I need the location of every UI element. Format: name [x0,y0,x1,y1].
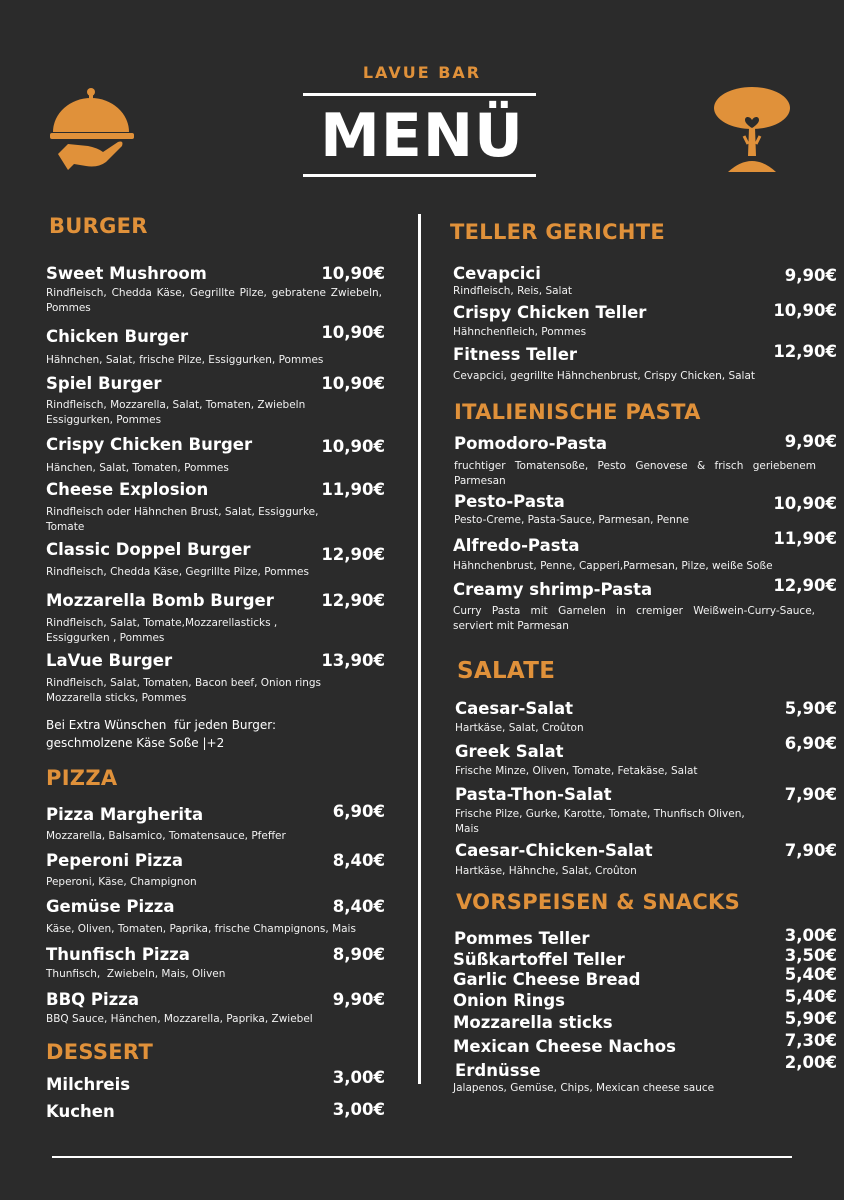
snack-item-price: 5,40€ [784,987,837,1006]
snack-item-name: Onion Rings [453,991,565,1010]
item-name: Cheese Explosion [46,480,209,499]
item-name: Pasta-Thon-Salat [455,785,612,804]
item-description: BBQ Sauce, Hänchen, Mozzarella, Paprika, Zwiebel [46,1013,313,1025]
item-description: Hartkäse, Hähnche, Salat, Croûton [455,865,637,877]
item-name: Spiel Burger [46,374,162,393]
snacks-description: Jalapenos, Gemüse, Chips, Mexican cheese sauce [453,1082,715,1094]
snack-item-price: 2,00€ [784,1053,837,1072]
item-price: 3,00€ [332,1068,385,1087]
item-price: 9,90€ [332,990,385,1009]
item-price: 3,00€ [332,1100,385,1119]
item-description: Hähnchenbrust, Penne, Capperi,Parmesan, Pilze, weiße Soße [453,560,773,572]
section-title-pasta: ITALIENISCHE PASTA [454,400,701,424]
item-name: Milchreis [46,1075,131,1094]
item-name: Pomodoro-Pasta [454,434,608,453]
item-name: Caesar-Salat [455,699,574,718]
bottom-rule [52,1156,792,1158]
item-price: 10,90€ [321,437,385,456]
snack-item-name: Erdnüsse [455,1061,541,1080]
item-price: 8,40€ [332,851,385,870]
item-description: Cevapcici, gegrillte Hähnchenbrust, Crispy Chicken, Salat [453,370,756,382]
item-price: 12,90€ [321,545,385,564]
snack-item-name: Mexican Cheese Nachos [453,1037,676,1056]
item-price: 7,90€ [784,785,837,804]
item-name: Kuchen [46,1102,115,1121]
item-description: Thunfisch, Zwiebeln, Mais, Oliven [46,968,226,980]
item-description: Curry Pasta mit Garnelen in cremiger Weißwein-Curry-Sauce, serviert mit Parmesan [453,605,815,632]
item-price: 6,90€ [332,802,385,821]
item-description: Rindfleisch, Mozzarella, Salat, Tomaten, Zwiebeln Essiggurken, Pommes [46,399,306,426]
item-price: 12,90€ [773,576,837,595]
item-name: Chicken Burger [46,327,189,346]
item-name: Crispy Chicken Burger [46,435,253,454]
item-description: Rindfleisch, Salat, Tomate,Mozzarellasticks , Essiggurken , Pommes [46,617,278,644]
item-name: Crispy Chicken Teller [453,303,647,322]
item-description: Hähnchenfleich, Pommes [453,326,587,338]
section-title-burger: BURGER [49,214,148,238]
section-title-teller: TELLER GERICHTE [450,220,665,244]
page-title: MENÜ [320,101,524,171]
cloche-hand-icon [48,86,136,176]
section-title-snacks: VORSPEISEN & SNACKS [456,890,741,914]
item-description: Pesto-Creme, Pasta-Sauce, Parmesan, Penne [454,514,689,526]
item-price: 10,90€ [773,301,837,320]
item-name: Alfredo-Pasta [453,536,580,555]
snack-item-name: Mozzarella sticks [453,1013,613,1032]
item-description: fruchtiger Tomatensoße, Pesto Genovese & frisch geriebenem Parmesan [454,460,816,487]
item-name: BBQ Pizza [46,990,140,1009]
item-name: Pizza Margherita [46,805,204,824]
item-name: LaVue Burger [46,651,173,670]
item-name: Creamy shrimp-Pasta [453,580,653,599]
item-price: 6,90€ [784,734,837,753]
item-name: Caesar-Chicken-Salat [455,841,653,860]
item-price: 12,90€ [773,342,837,361]
section-title-dessert: DESSERT [46,1040,154,1064]
item-price: 10,90€ [773,494,837,513]
item-description: Hänchen, Salat, Tomaten, Pommes [46,462,229,474]
item-name: Cevapcici [453,264,541,283]
item-price: 5,90€ [784,699,837,718]
item-price: 10,90€ [321,374,385,393]
burger-extra-note [46,716,376,752]
item-price: 8,40€ [332,897,385,916]
item-description: Mozzarella, Balsamico, Tomatensauce, Pfeffer [46,830,286,842]
section-title-pizza: PIZZA [46,766,118,790]
item-description: Rindfleisch, Chedda Käse, Gegrillte Pilze, Pommes [46,566,309,578]
column-divider [418,214,421,1084]
item-description: Rindfleisch oder Hähnchen Brust, Salat, Essiggurke, Tomate [46,506,319,533]
snack-item-price: 3,50€ [784,946,837,965]
title-bottom-rule [303,174,536,177]
item-description: Rindfleisch, Chedda Käse, Gegrillte Pilze, gebratene Zwiebeln, Pommes [46,287,382,314]
item-name: Greek Salat [455,742,564,761]
item-price: 10,90€ [321,264,385,283]
item-name: Mozzarella Bomb Burger [46,591,274,610]
item-name: Gemüse Pizza [46,897,175,916]
burger-note-line: Bei Extra Wünschen für jeden Burger: [46,718,277,732]
item-description: Peperoni, Käse, Champignon [46,876,197,888]
item-description: Käse, Oliven, Tomaten, Paprika, frische Champignons, Mais [46,923,356,935]
item-description: Rindfleisch, Reis, Salat [453,285,573,297]
snack-item-price: 5,40€ [784,965,837,984]
snack-item-price: 5,90€ [784,1009,837,1028]
item-price: 12,90€ [321,591,385,610]
snack-item-price: 3,00€ [784,926,837,945]
snack-item-name: Garlic Cheese Bread [453,970,641,989]
section-title-salate: SALATE [457,658,556,684]
item-description: Hähnchen, Salat, frische Pilze, Essiggurken, Pommes [46,354,324,366]
burger-note-line: geschmolzene Käse Soße |+2 [46,736,225,750]
item-name: Fitness Teller [453,345,578,364]
item-price: 9,90€ [784,432,837,451]
item-name: Pesto-Pasta [454,492,565,511]
item-description: Frische Minze, Oliven, Tomate, Fetakäse, Salat [455,765,698,777]
snack-item-name: Pommes Teller [454,929,590,948]
item-name: Peperoni Pizza [46,851,183,870]
snack-item-name: Süßkartoffel Teller [453,950,625,969]
item-description: Frische Pilze, Gurke, Karotte, Tomate, Thunfisch Oliven, Mais [455,808,745,835]
item-price: 11,90€ [321,480,385,499]
item-name: Sweet Mushroom [46,264,207,283]
title-top-rule [303,93,536,96]
tree-heart-icon [712,86,794,176]
snack-item-price: 7,30€ [784,1031,837,1050]
item-price: 13,90€ [321,651,385,670]
item-price: 8,90€ [332,945,385,964]
bar-name: LAVUE BAR [362,63,482,82]
item-price: 10,90€ [321,323,385,342]
item-name: Thunfisch Pizza [46,945,190,964]
item-description: Hartkäse, Salat, Croûton [455,722,584,734]
item-description: Rindfleisch, Salat, Tomaten, Bacon beef, Onion rings Mozzarella sticks, Pommes [46,677,322,704]
item-name: Classic Doppel Burger [46,540,251,559]
item-price: 7,90€ [784,841,837,860]
item-price: 9,90€ [784,266,837,285]
item-price: 11,90€ [773,529,837,548]
